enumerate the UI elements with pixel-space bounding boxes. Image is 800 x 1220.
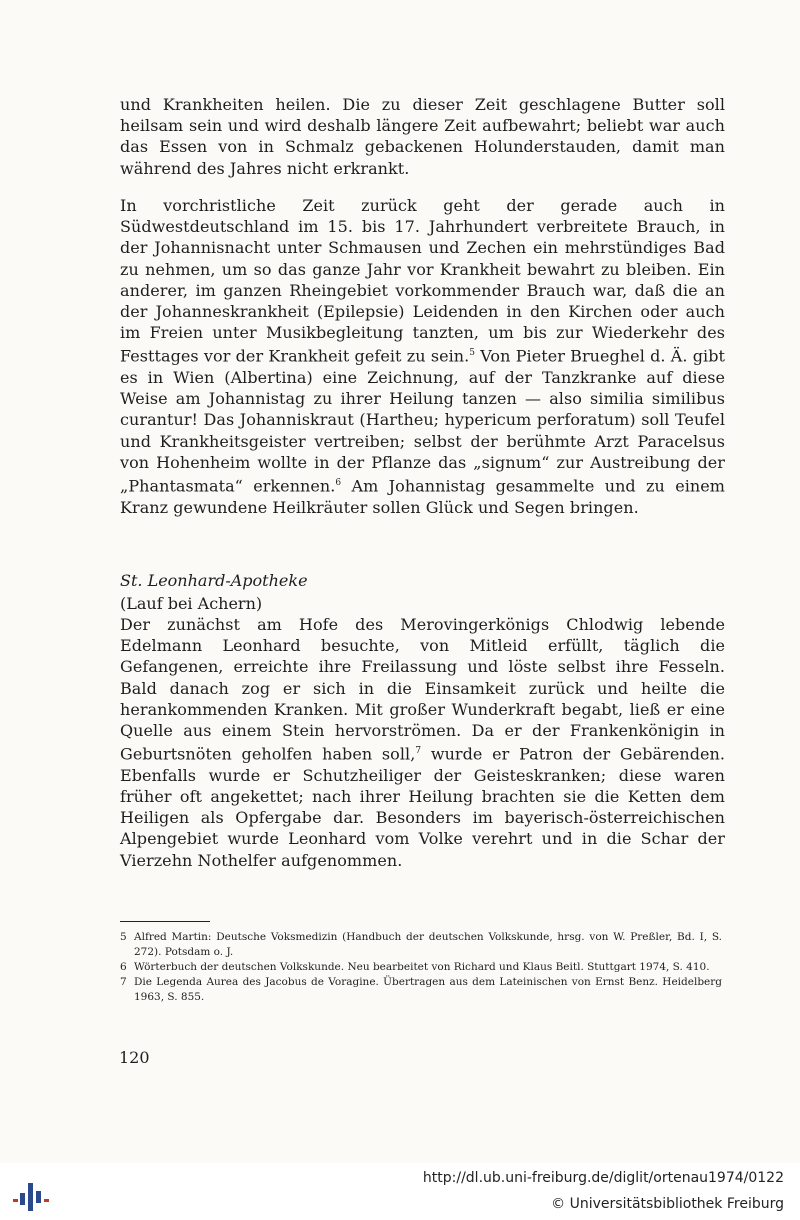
library-logo-icon <box>11 1173 51 1213</box>
paragraph-2-part-a: In vorchristliche Zeit zurück geht der gerade auch in Südwestdeutschland im 15. bis 17. Jahrhundert verbreitete Brauch, in der Johannisnacht unter Schmausen und Zechen ein mehrstündiges Bad zu nehmen, um so das ganze Jahr vor Krankheit bewahrt zu bleiben. Ein anderer, im ganzen Rheingebiet vorkommender Brauch war, daß die an der Johanneskrankheit (Epilepsie) Leidenden in den Kirchen oder auch im Freien unter Musikbegleitung tanzten, um bis zur Wiederkehr des Festtages vor der Krankheit gefeit zu sein. <box>120 196 725 366</box>
paragraph-1: und Krankheiten heilen. Die zu dieser Zeit geschlagene Butter soll heilsam sein und wird deshalb längere Zeit aufbewahrt; beliebt war auch das Essen von in Schmalz gebackenen Holunderstauden, damit man während des Jahres nicht erkrankt. <box>120 95 725 178</box>
section-subtitle: (Lauf bei Achern) <box>120 594 263 613</box>
footnote-text: Die Legenda Aurea des Jacobus de Voragine. Übertragen aus dem Lateinischen von Ernst Benz. Heidelberg 1963, S. 855. <box>134 976 722 1003</box>
copyright-notice: © Universitätsbibliothek Freiburg <box>551 1196 784 1212</box>
footnote-number: 6 <box>120 961 127 973</box>
paragraph-3-part-b: wurde er Patron der Gebärenden. Ebenfalls wurde er Schutzheiliger der Geisteskranken; diese waren früher oft angekettet; nach ihrer Heilung brachten sie die Ketten dem Heiligen als Opfergabe dar. Besonders im bayerisch-österreichischen Alpengebiet wurde Leonhard vom Volke verehrt und in die Schar der Vierzehn Nothelfer aufgenommen. <box>120 744 725 870</box>
footnote-text: Wörterbuch der deutschen Volkskunde. Neu bearbeitet von Richard und Klaus Beitl. Stuttgart 1974, S. 410. <box>134 961 710 973</box>
footnote-number: 7 <box>120 976 127 988</box>
footnote-ref-6: 6 <box>335 477 342 488</box>
footnote-number: 5 <box>120 931 127 943</box>
footnote-divider <box>120 921 210 922</box>
paragraph-3-part-a: Der zunächst am Hofe des Merovingerkönigs Chlodwig lebende Edelmann Leonhard besuchte, von Mitleid erfüllt, täglich die Gefangenen, erreichte ihre Freilassung und löste selbst ihre Fesseln. Bald danach zog er sich in die Einsamkeit zurück und heilte die herankommenden Kranken. Mit großer Wunderkraft begabt, ließ er eine Quelle aus einem Stein hervorströmen. Da er der Frankenkönigin in Geburtsnöten geholfen haben soll, <box>120 615 725 764</box>
document-url-link[interactable]: http://dl.ub.uni-freiburg.de/diglit/ortenau1974/0122 <box>422 1170 784 1186</box>
footnote-5 <box>120 930 722 960</box>
library-footer <box>0 1163 800 1220</box>
footnote-7 <box>120 975 722 1005</box>
footnote-6 <box>120 960 722 975</box>
footnote-text: Alfred Martin: Deutsche Voksmedizin (Handbuch der deutschen Volkskunde, hrsg. von W. Preßler, Bd. I, S. 272). Potsdam o. J. <box>134 931 722 958</box>
footnote-ref-5: 5 <box>469 348 476 359</box>
footnotes <box>120 930 722 1005</box>
paragraph-2-part-c: Am Johannistag gesammelte und zu einem Kranz gewundene Heilkräuter sollen Glück und Segen bringen. <box>120 476 725 517</box>
paragraph-3 <box>120 614 725 871</box>
footnote-ref-7: 7 <box>415 746 422 757</box>
paragraph-2-part-b: Von Pieter Brueghel d. Ä. gibt es in Wien (Albertina) eine Zeichnung, auf der Tanzkranke auf diese Weise am Johannistag zu ihrer Heilung tanzen — also similia similibus curantur! Das Johanniskraut (Hartheu; hypericum perforatum) soll Teufel und Krankheitsgeister vertreiben; selbst der berühmte Arzt Paracelsus von Hohenheim wollte in der Pflanze das „signum“ zur Austreibung der „Phantasmata“ erkennen. <box>120 346 725 496</box>
page-number: 120 <box>119 1048 150 1067</box>
paragraph-2 <box>120 195 725 518</box>
section-title: St. Leonhard-Apotheke <box>120 571 308 590</box>
